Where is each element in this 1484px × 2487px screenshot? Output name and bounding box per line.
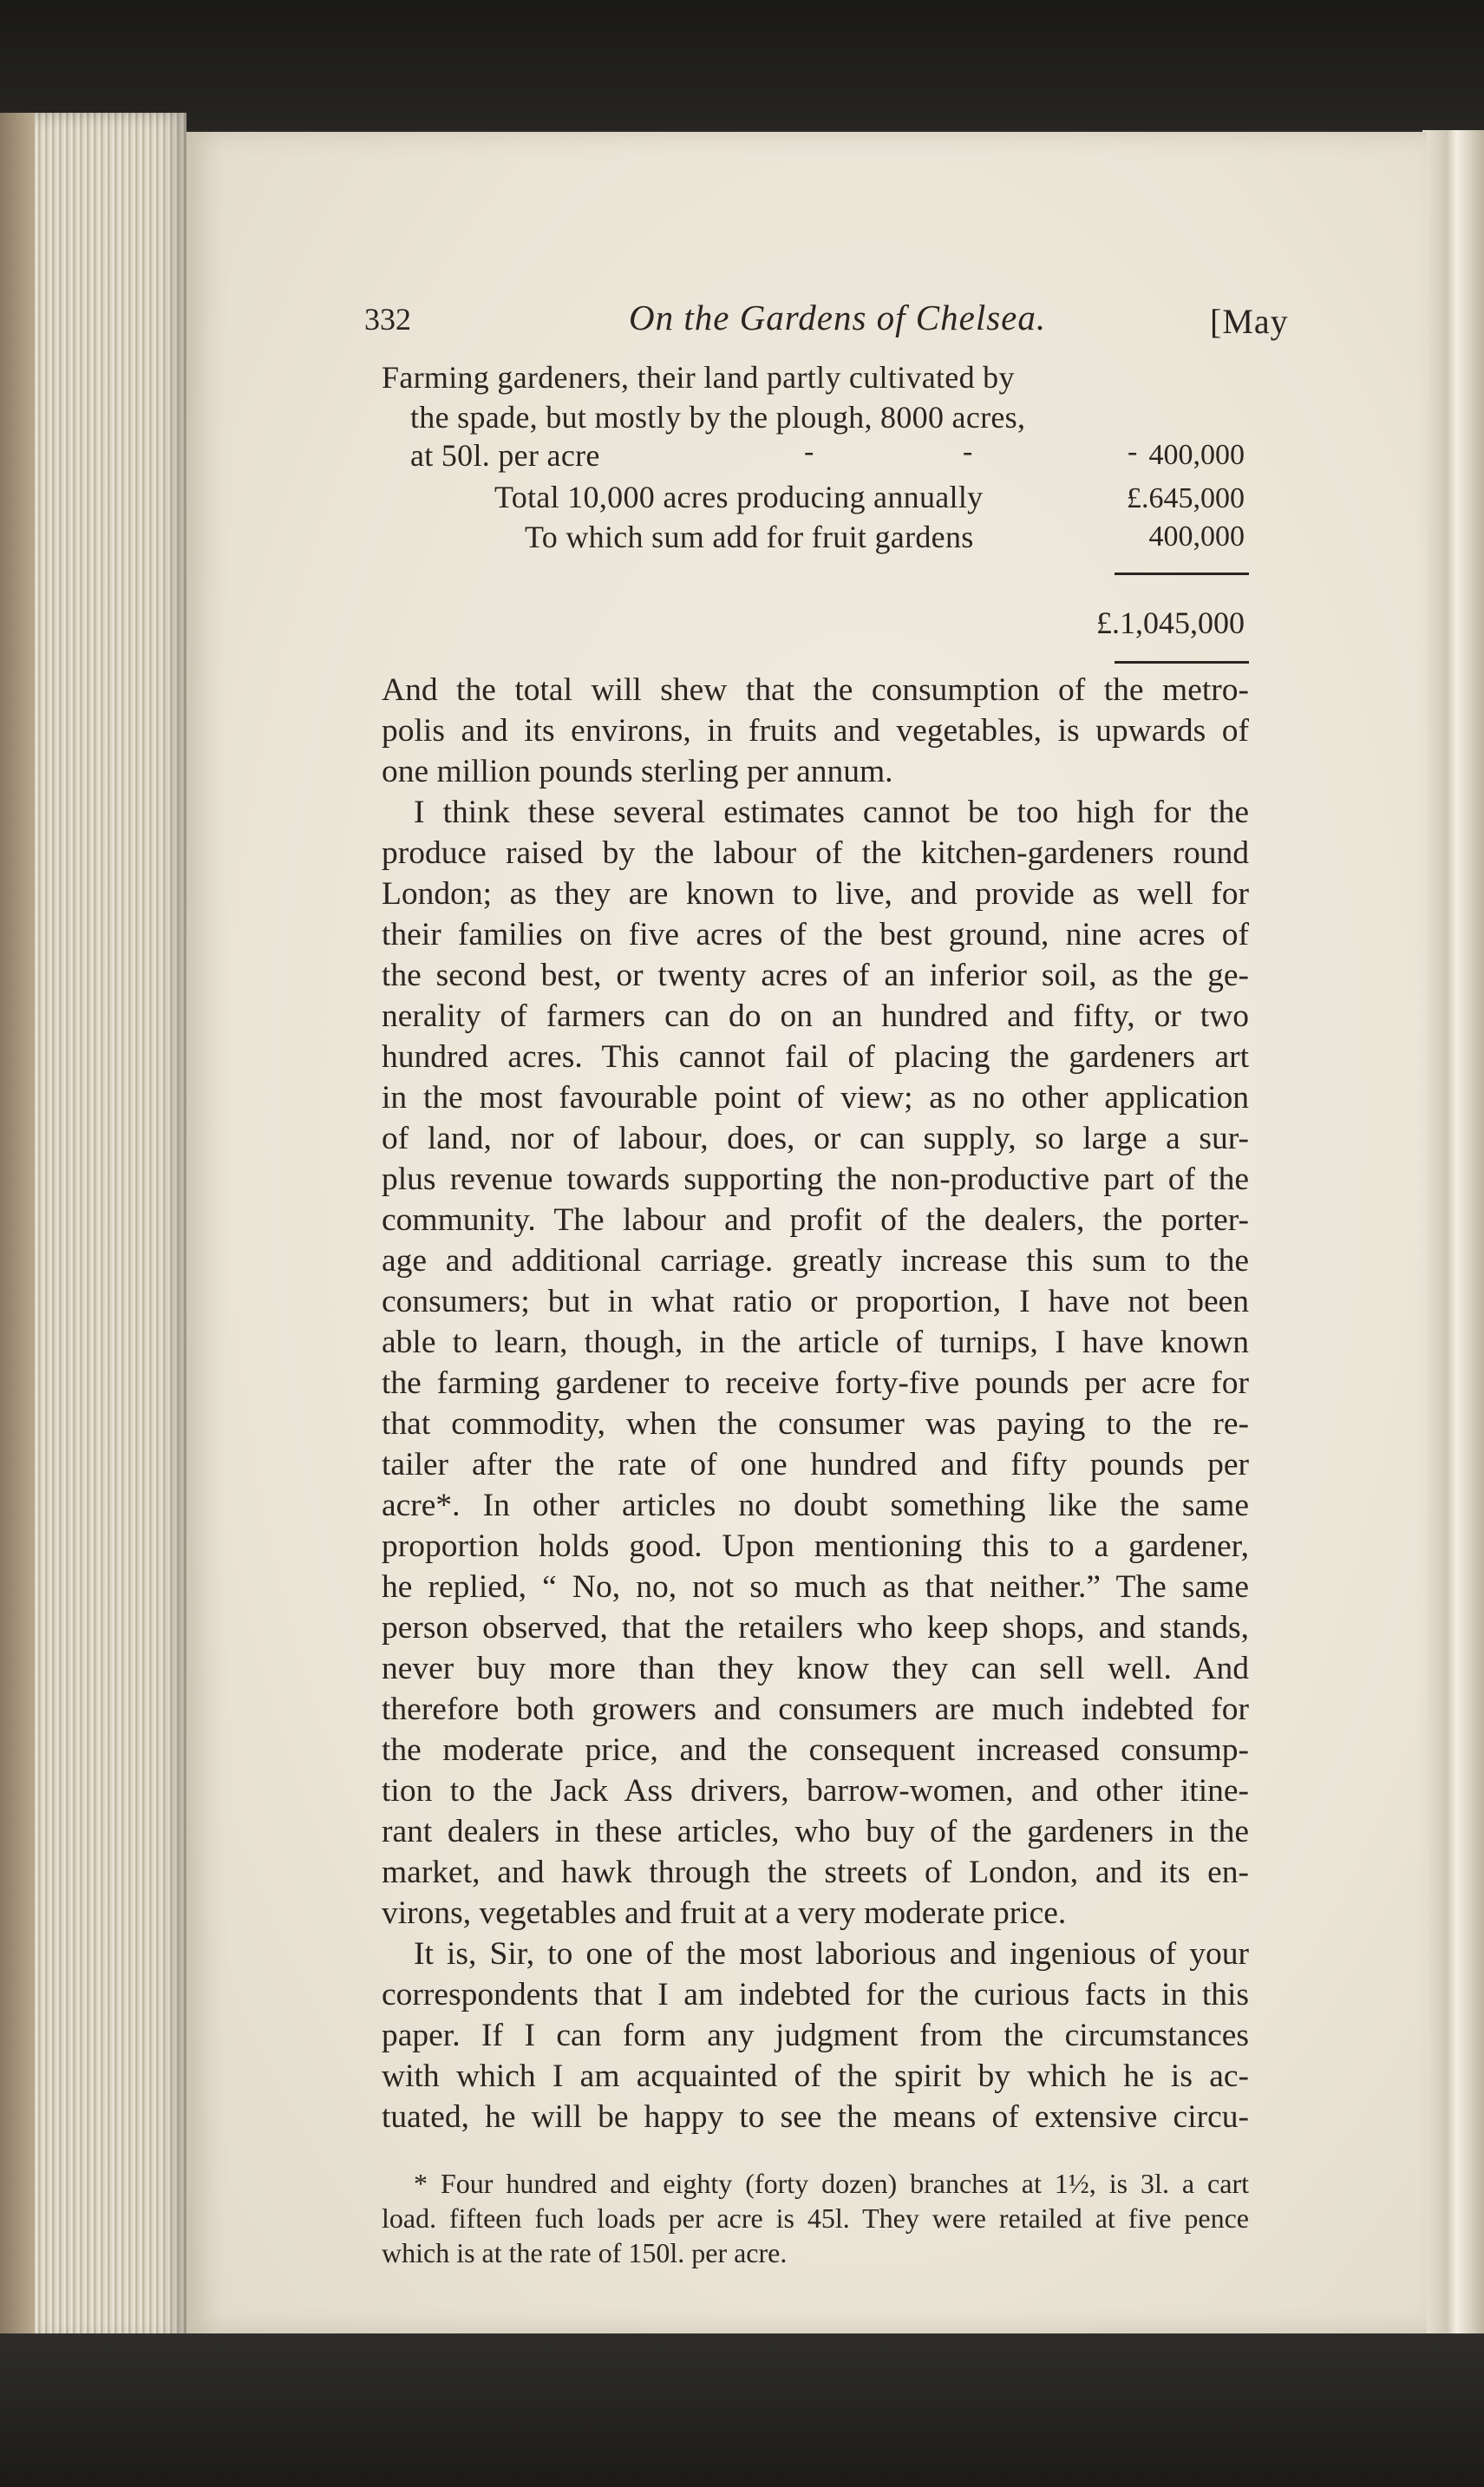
body-line: the farming gardener to receive forty-five pounds per acre for: [382, 1365, 1249, 1401]
body-line: London; as they are known to live, and provide as well for: [382, 876, 1249, 912]
body-line: the second best, or twenty acres of an inferior soil, as the ge-: [382, 958, 1249, 993]
running-title: On the Gardens of Chelsea.: [629, 298, 1047, 337]
body-line: consumers; but in what ratio or proportion, I have not been: [382, 1284, 1249, 1319]
book-spine: [0, 113, 35, 2342]
body-line: tuated, he will be happy to see the means of extensive circu-: [382, 2099, 1249, 2135]
footnote-line: which is at the rate of 150l. per acre.: [382, 2237, 788, 2268]
body-line: community. The labour and profit of the dealers, the porter-: [382, 1202, 1249, 1238]
body-line: he replied, “ No, no, not so much as that neither.” The same: [382, 1569, 1249, 1605]
body-line: And the total will shew that the consumption of the metro-: [382, 672, 1249, 708]
page-number: 332: [364, 302, 411, 337]
sum-rule: [1115, 661, 1249, 664]
body-line: in the most favourable point of view; as no other application: [382, 1080, 1249, 1116]
body-line: able to learn, though, in the article of turnips, I have known: [382, 1325, 1249, 1360]
body-line: plus revenue towards supporting the non-productive part of the: [382, 1162, 1249, 1197]
table-row-farming-line-3: at 50l. per acre: [410, 438, 600, 473]
table-value-farming: 400,000: [1148, 439, 1245, 471]
sum-rule: [1115, 573, 1249, 575]
body-line: paper. If I can form any judgment from the circumstances: [382, 2018, 1249, 2053]
body-line: It is, Sir, to one of the most laborious and ingenious of your: [414, 1936, 1249, 1972]
table-row-farming-line-1: Farming gardeners, their land partly cultivated by: [382, 360, 1015, 395]
body-line: acre*. In other articles no doubt something like the same: [382, 1488, 1249, 1523]
grand-total: £.1,045,000: [1096, 605, 1245, 640]
body-line: that commodity, when the consumer was paying to the re-: [382, 1406, 1249, 1442]
running-month: [May: [1210, 302, 1289, 341]
body-line: never buy more than they know they can sell well. And: [382, 1651, 1249, 1686]
body-line: one million pounds sterling per annum.: [382, 754, 893, 789]
body-line: person observed, that the retailers who keep shops, and stands,: [382, 1610, 1249, 1646]
footnote-line: * Four hundred and eighty (forty dozen) branches at 1½, is 3l. a cart: [414, 2168, 1249, 2199]
body-line: therefore both growers and consumers are much indebted for: [382, 1692, 1249, 1727]
body-line: age and additional carriage. greatly increase this sum to the: [382, 1243, 1249, 1279]
table-value-fruit: 400,000: [1148, 520, 1245, 553]
background-bottom: [0, 2333, 1484, 2487]
body-line: the moderate price, and the consequent increased consump-: [382, 1732, 1249, 1768]
body-line: tailer after the rate of one hundred and fifty pounds per: [382, 1447, 1249, 1482]
body-line: I think these several estimates cannot be too high for the: [414, 795, 1249, 830]
footnote-line: load. fifteen fuch loads per acre is 45l. They were retailed at five pence: [382, 2202, 1249, 2234]
body-line: virons, vegetables and fruit at a very moderate price.: [382, 1895, 1067, 1931]
right-page-edges: [1422, 130, 1484, 2342]
body-line: rant dealers in these articles, who buy of the gardeners in the: [382, 1814, 1249, 1849]
body-line: with which I am acquainted of the spirit by which he is ac-: [382, 2058, 1249, 2094]
table-row-total-label: Total 10,000 acres producing annually: [494, 480, 984, 514]
background-top: [0, 0, 1484, 130]
body-line: produce raised by the labour of the kitchen-gardeners round: [382, 835, 1249, 871]
leader-dash: -: [963, 435, 973, 468]
leader-dash: -: [1128, 435, 1138, 468]
body-line: proportion holds good. Upon mentioning this to a gardener,: [382, 1528, 1249, 1564]
table-row-fruit-label: To which sum add for fruit gardens: [525, 520, 974, 554]
body-line: tion to the Jack Ass drivers, barrow-women, and other itine-: [382, 1773, 1249, 1809]
table-value-total: £.645,000: [1127, 482, 1245, 514]
body-line: their families on five acres of the best ground, nine acres of: [382, 917, 1249, 952]
body-line: correspondents that I am indebted for the curious facts in this: [382, 1977, 1249, 2013]
body-line: market, and hawk through the streets of London, and its en-: [382, 1855, 1249, 1890]
leader-dash: -: [804, 435, 814, 468]
body-line: hundred acres. This cannot fail of placing the gardeners art: [382, 1039, 1249, 1075]
body-line: polis and its environs, in fruits and vegetables, is upwards of: [382, 713, 1249, 749]
table-row-farming-line-2: the spade, but mostly by the plough, 8000 acres,: [410, 400, 1026, 435]
book-page: [186, 132, 1427, 2333]
body-line: of land, nor of labour, does, or can supply, so large a sur-: [382, 1121, 1249, 1156]
body-line: nerality of farmers can do on an hundred and fifty, or two: [382, 998, 1249, 1034]
